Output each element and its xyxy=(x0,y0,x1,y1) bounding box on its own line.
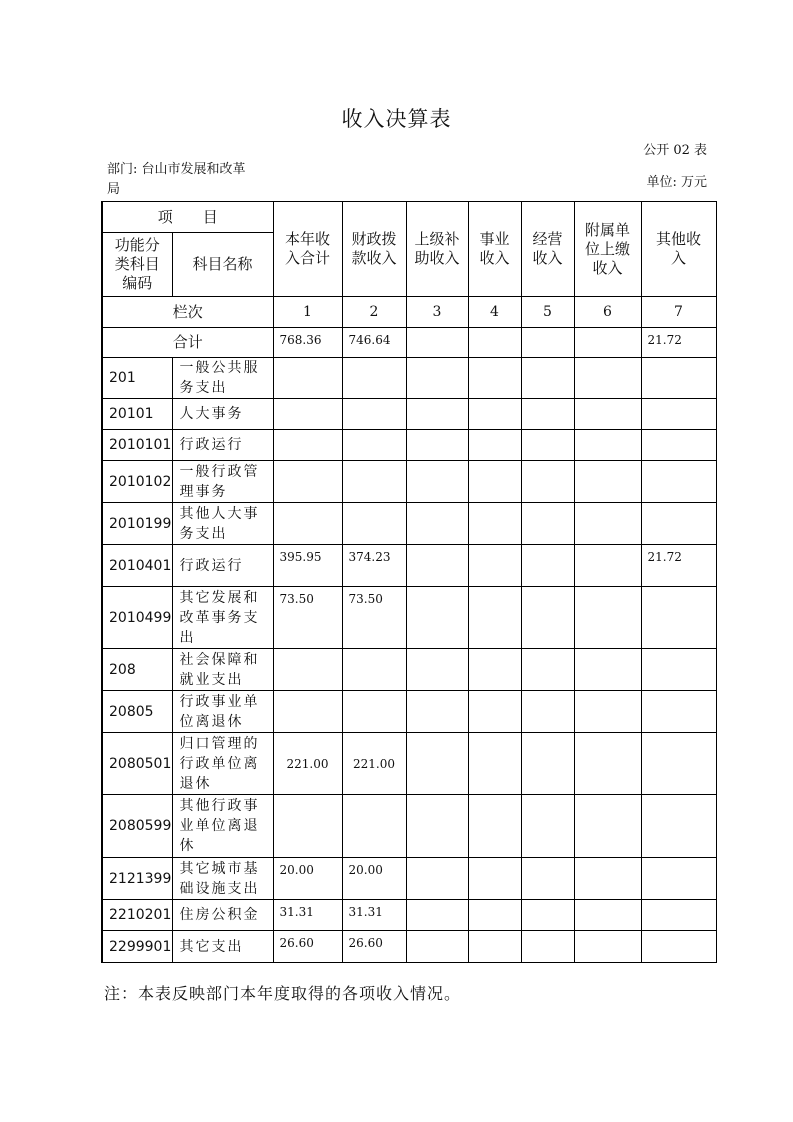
row-empty-cell xyxy=(521,691,574,733)
row-c7 xyxy=(641,649,716,691)
total-c7: 21.72 xyxy=(641,328,716,358)
row-empty-cell xyxy=(574,587,641,649)
income-table xyxy=(101,201,717,963)
header-subject-name: 科目名称 xyxy=(172,233,273,297)
row-c2: 221.00 xyxy=(342,733,406,795)
table-row xyxy=(102,430,716,461)
row-empty-cell xyxy=(521,587,574,649)
row-empty-cell xyxy=(468,545,521,587)
row-empty-cell xyxy=(574,545,641,587)
row-empty-cell xyxy=(406,587,468,649)
row-name-text: 住房公积金 xyxy=(179,907,260,923)
row-empty-cell xyxy=(468,587,521,649)
row-empty-cell xyxy=(574,399,641,430)
row-c7 xyxy=(641,503,716,545)
row-c1: 20.00 xyxy=(273,858,342,900)
row-empty-cell xyxy=(406,649,468,691)
row-empty-cell xyxy=(521,545,574,587)
row-code: 2080501 xyxy=(102,733,172,795)
table-row xyxy=(102,795,716,858)
row-empty-cell xyxy=(521,358,574,399)
row-empty-cell xyxy=(406,900,468,931)
row-name xyxy=(172,358,273,399)
row-c1 xyxy=(273,691,342,733)
row-code: 2299901 xyxy=(102,931,172,963)
row-empty-cell xyxy=(468,430,521,461)
row-c2 xyxy=(342,795,406,858)
row-c7 xyxy=(641,858,716,900)
row-c1: 395.95 xyxy=(273,545,342,587)
row-c2 xyxy=(342,358,406,399)
row-empty-cell xyxy=(574,900,641,931)
row-c7: 21.72 xyxy=(641,545,716,587)
row-name xyxy=(172,587,273,649)
row-empty-cell xyxy=(468,900,521,931)
row-empty-cell xyxy=(406,858,468,900)
row-name-text: 行政运行 xyxy=(179,557,244,574)
row-empty-cell xyxy=(574,931,641,963)
row-c7 xyxy=(641,399,716,430)
row-empty-cell xyxy=(406,399,468,430)
row-code: 208 xyxy=(102,649,172,691)
row-name xyxy=(172,545,273,587)
table-row xyxy=(102,358,716,399)
column-number: 5 xyxy=(521,297,574,328)
row-empty-cell xyxy=(406,795,468,858)
total-c2: 746.64 xyxy=(342,328,406,358)
row-code: 201 xyxy=(102,358,172,399)
total-label: 合计 xyxy=(102,328,273,358)
column-number: 1 xyxy=(273,297,342,328)
row-c7 xyxy=(641,795,716,858)
table-row xyxy=(102,587,716,649)
footnote: 注：本表反映部门本年度取得的各项收入情况。 xyxy=(104,984,462,1003)
row-c7 xyxy=(641,358,716,399)
row-empty-cell xyxy=(468,795,521,858)
row-name xyxy=(172,795,273,858)
row-empty-cell xyxy=(406,931,468,963)
row-c2 xyxy=(342,691,406,733)
row-c1 xyxy=(273,399,342,430)
row-name xyxy=(172,503,273,545)
row-name xyxy=(172,931,273,963)
row-code: 2010401 xyxy=(102,545,172,587)
row-c7 xyxy=(641,900,716,931)
row-code: 20101 xyxy=(102,399,172,430)
row-c1 xyxy=(273,430,342,461)
header-item: 项 目 xyxy=(102,202,273,233)
table-row xyxy=(102,691,716,733)
row-c1 xyxy=(273,461,342,503)
row-empty-cell xyxy=(521,733,574,795)
row-empty-cell xyxy=(468,733,521,795)
row-empty-cell xyxy=(521,430,574,461)
row-c1 xyxy=(273,795,342,858)
row-c7 xyxy=(641,430,716,461)
row-name-text: 其它城市基础设施支出 xyxy=(179,860,260,897)
row-empty-cell xyxy=(468,691,521,733)
row-c2 xyxy=(342,649,406,691)
row-empty-cell xyxy=(521,399,574,430)
row-empty-cell xyxy=(521,931,574,963)
header-col7: 其他收入 xyxy=(641,202,716,297)
column-number: 7 xyxy=(641,297,716,328)
header-col1: 本年收入合计 xyxy=(273,202,342,297)
row-name xyxy=(172,461,273,503)
row-c1 xyxy=(273,649,342,691)
row-c1 xyxy=(273,358,342,399)
row-code: 2010101 xyxy=(102,430,172,461)
table-row xyxy=(102,733,716,795)
row-empty-cell xyxy=(521,900,574,931)
table-row xyxy=(102,545,716,587)
column-number: 6 xyxy=(574,297,641,328)
row-empty-cell xyxy=(406,545,468,587)
row-c1: 73.50 xyxy=(273,587,342,649)
header-col4: 事业收入 xyxy=(468,202,521,297)
row-c2: 31.31 xyxy=(342,900,406,931)
row-empty-cell xyxy=(406,461,468,503)
row-c7 xyxy=(641,587,716,649)
row-name-text: 其他人大事务支出 xyxy=(179,505,260,542)
row-c7 xyxy=(641,461,716,503)
row-empty-cell xyxy=(574,649,641,691)
row-empty-cell xyxy=(468,399,521,430)
row-c2 xyxy=(342,430,406,461)
row-empty-cell xyxy=(468,858,521,900)
header-col5: 经营收入 xyxy=(521,202,574,297)
table-row xyxy=(102,900,716,931)
row-c7 xyxy=(641,931,716,963)
header-col2: 财政拨款收入 xyxy=(342,202,406,297)
table-row xyxy=(102,503,716,545)
header-func-code: 功能分类科目编码 xyxy=(102,233,172,297)
column-number: 2 xyxy=(342,297,406,328)
row-name-text: 其他行政事业单位离退休 xyxy=(179,798,260,854)
row-empty-cell xyxy=(574,461,641,503)
row-empty-cell xyxy=(574,503,641,545)
row-name xyxy=(172,430,273,461)
row-empty-cell xyxy=(468,461,521,503)
row-empty-cell xyxy=(468,931,521,963)
row-empty-cell xyxy=(521,858,574,900)
table-row xyxy=(102,649,716,691)
row-code: 2080599 xyxy=(102,795,172,858)
row-c2: 20.00 xyxy=(342,858,406,900)
form-code: 公开 02 表 xyxy=(643,143,707,158)
row-c2 xyxy=(342,399,406,430)
row-name xyxy=(172,733,273,795)
row-empty-cell xyxy=(406,358,468,399)
column-number: 4 xyxy=(468,297,521,328)
row-empty-cell xyxy=(406,733,468,795)
row-code: 2210201 xyxy=(102,900,172,931)
total-c1: 768.36 xyxy=(273,328,342,358)
row-c2: 374.23 xyxy=(342,545,406,587)
row-name xyxy=(172,691,273,733)
row-c1: 221.00 xyxy=(273,733,342,795)
row-c2 xyxy=(342,461,406,503)
row-name-text: 人大事务 xyxy=(179,406,244,422)
row-empty-cell xyxy=(521,649,574,691)
row-name-text: 行政运行 xyxy=(179,437,244,453)
page-title: 收入决算表 xyxy=(341,107,452,131)
row-name-text: 其它发展和改革事务支出 xyxy=(179,589,260,646)
row-name xyxy=(172,649,273,691)
row-name xyxy=(172,858,273,900)
table-row xyxy=(102,858,716,900)
row-empty-cell xyxy=(574,858,641,900)
row-c7 xyxy=(641,733,716,795)
row-name-text: 行政事业单位离退休 xyxy=(179,693,260,730)
column-row-label: 栏次 xyxy=(102,297,273,328)
row-empty-cell xyxy=(406,691,468,733)
row-empty-cell xyxy=(468,358,521,399)
row-code: 20805 xyxy=(102,691,172,733)
row-empty-cell xyxy=(574,430,641,461)
row-name-text: 其它支出 xyxy=(179,938,244,955)
row-name-text: 一般行政管理事务 xyxy=(179,463,260,500)
row-name-text: 一般公共服务支出 xyxy=(179,360,260,396)
row-empty-cell xyxy=(521,503,574,545)
unit-label: 单位: 万元 xyxy=(646,175,707,190)
row-empty-cell xyxy=(574,691,641,733)
row-code: 2010499 xyxy=(102,587,172,649)
row-code: 2010199 xyxy=(102,503,172,545)
row-c1 xyxy=(273,503,342,545)
table-row xyxy=(102,399,716,430)
row-c1: 31.31 xyxy=(273,900,342,931)
row-c2: 73.50 xyxy=(342,587,406,649)
row-name xyxy=(172,399,273,430)
header-col6: 附属单位上缴收入 xyxy=(574,202,641,297)
row-code: 2121399 xyxy=(102,858,172,900)
row-empty-cell xyxy=(574,733,641,795)
row-empty-cell xyxy=(574,795,641,858)
row-name-text: 归口管理的行政单位离退休 xyxy=(179,735,260,792)
header-col3: 上级补助收入 xyxy=(406,202,468,297)
row-empty-cell xyxy=(468,503,521,545)
row-name-text: 社会保障和就业支出 xyxy=(179,651,260,688)
column-number: 3 xyxy=(406,297,468,328)
row-c1: 26.60 xyxy=(273,931,342,963)
row-name xyxy=(172,900,273,931)
row-empty-cell xyxy=(406,430,468,461)
department-label: 部门: 台山市发展和改革局 xyxy=(107,162,246,197)
row-empty-cell xyxy=(521,795,574,858)
row-c2 xyxy=(342,503,406,545)
row-c2: 26.60 xyxy=(342,931,406,963)
row-code: 2010102 xyxy=(102,461,172,503)
row-c7 xyxy=(641,691,716,733)
row-empty-cell xyxy=(468,649,521,691)
row-empty-cell xyxy=(406,503,468,545)
total-row xyxy=(102,328,716,358)
table-row xyxy=(102,461,716,503)
row-empty-cell xyxy=(521,461,574,503)
table-row xyxy=(102,931,716,963)
row-empty-cell xyxy=(574,358,641,399)
